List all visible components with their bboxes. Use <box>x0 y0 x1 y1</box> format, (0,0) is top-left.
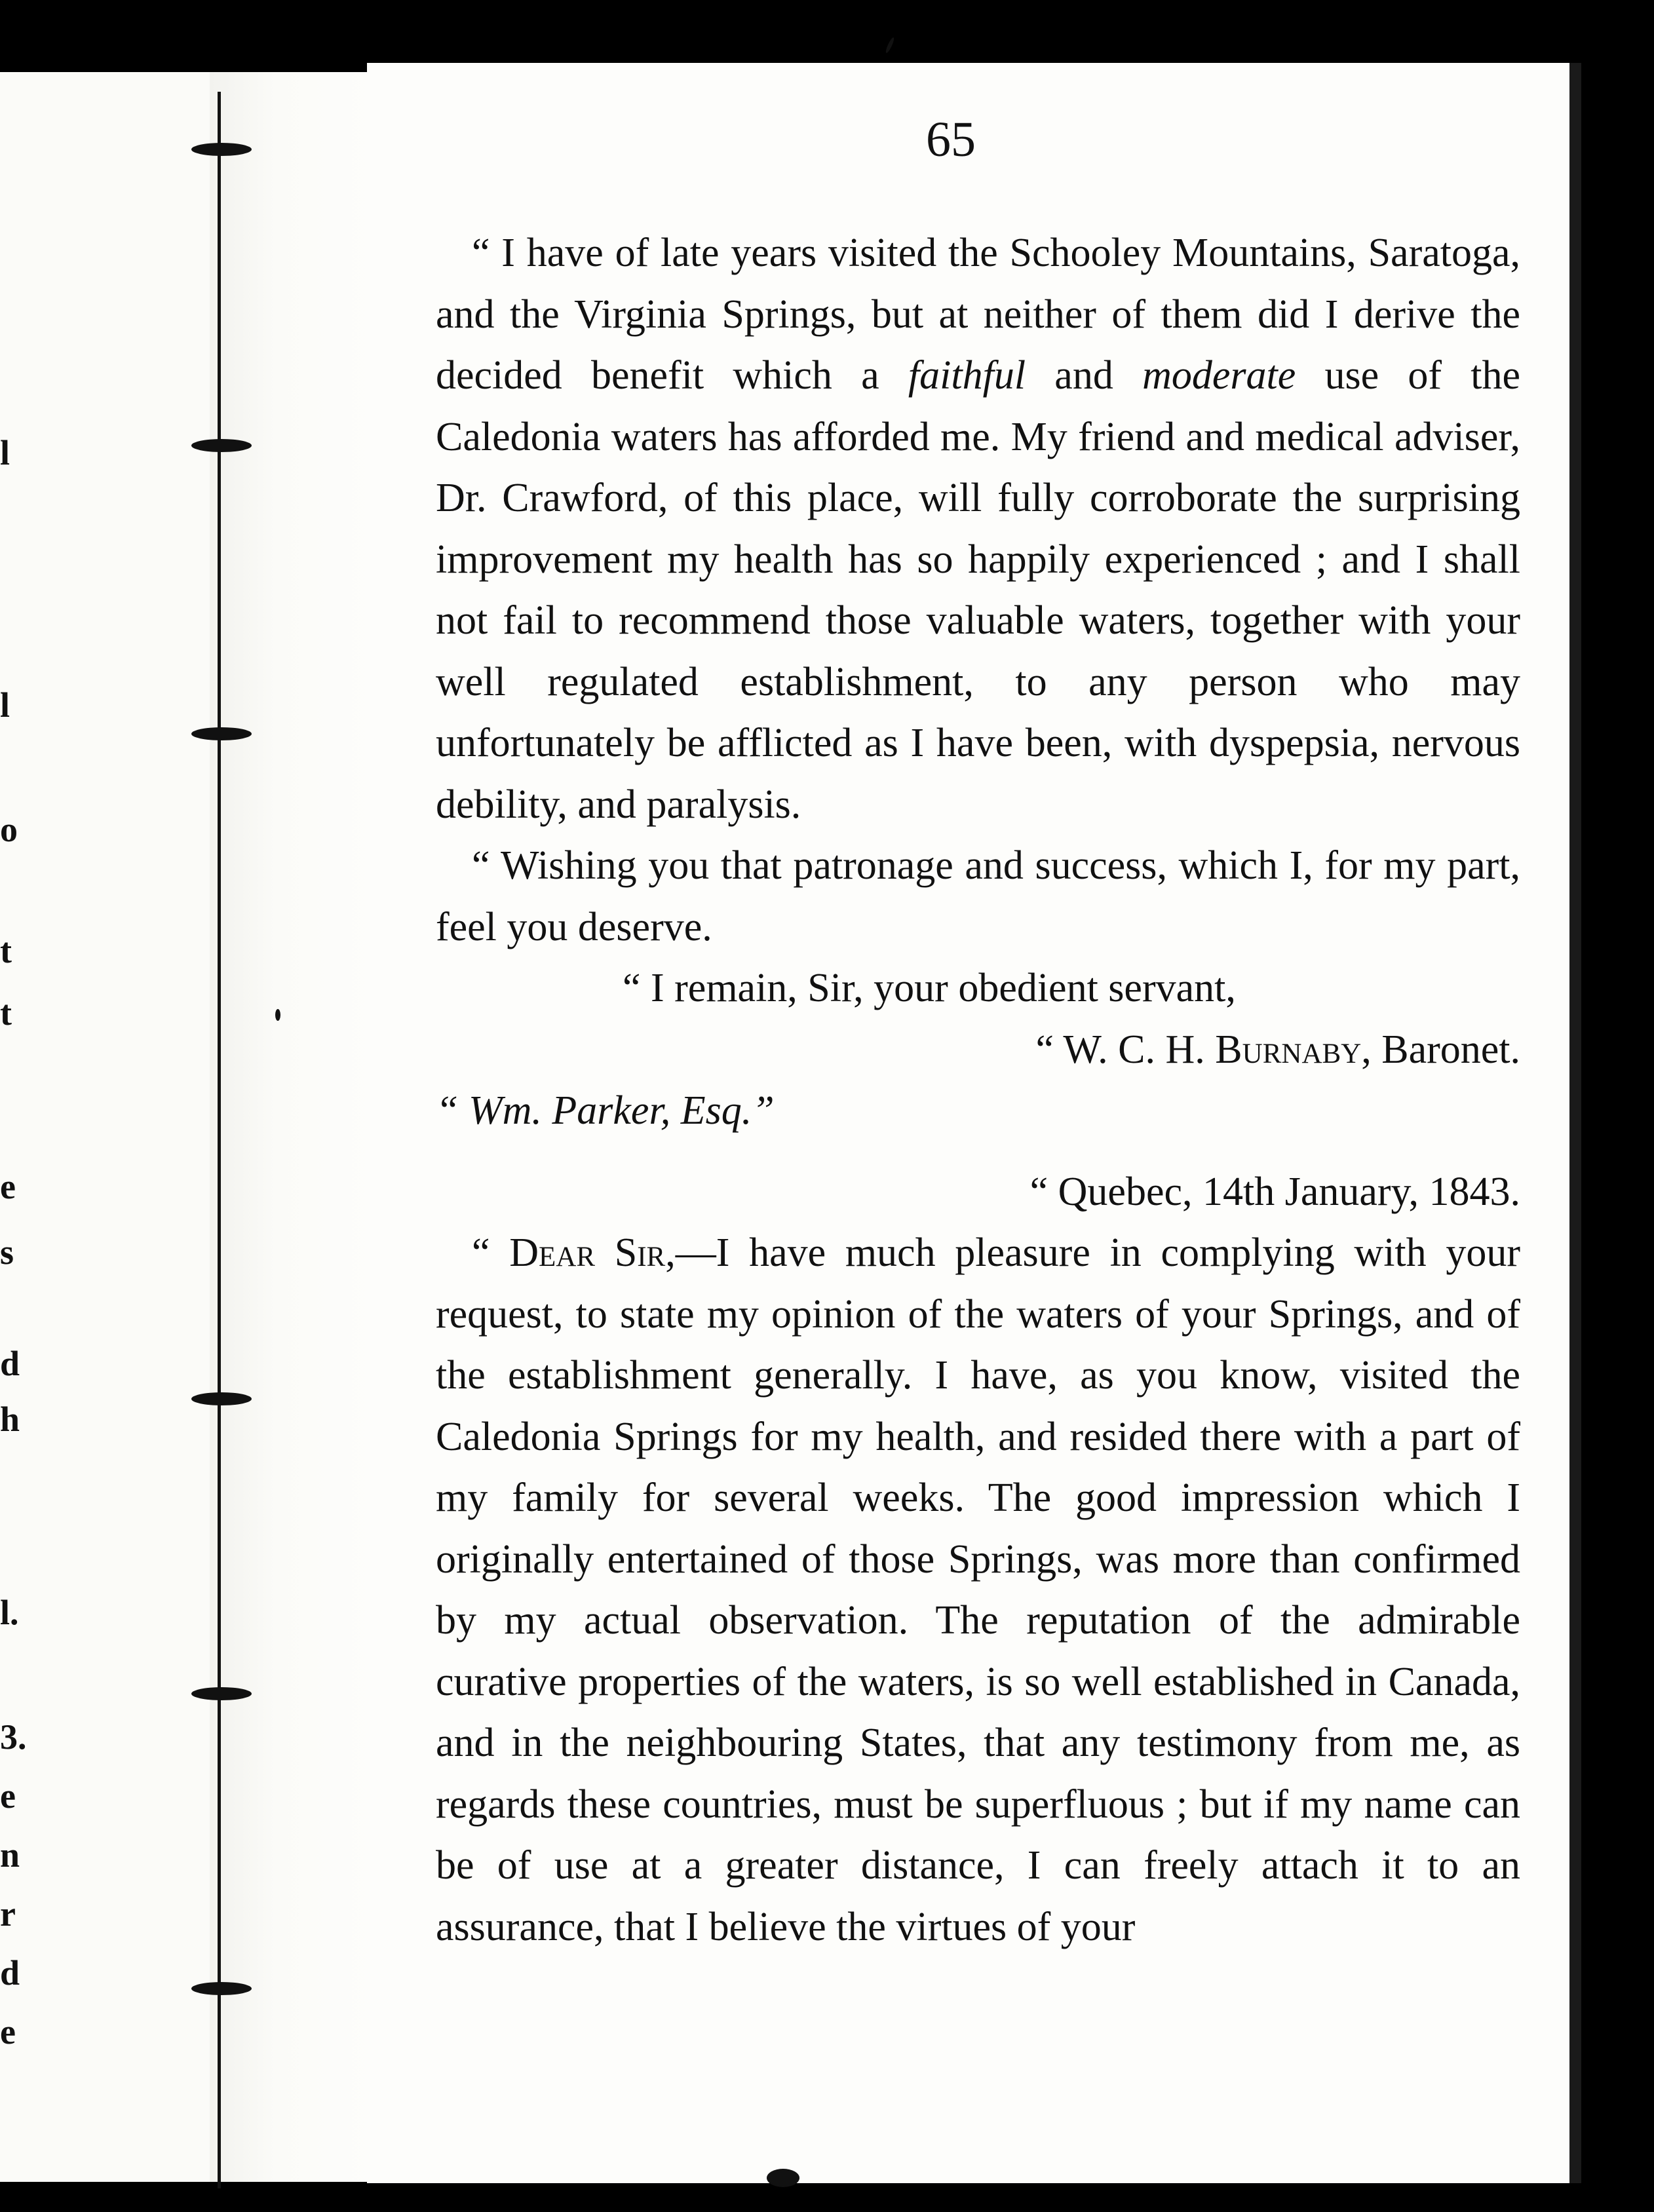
text-run: use of the Caledonia waters has afforded me. My friend and medical adviser, Dr. Crawford, of this place, will fully corroborate the surprising improvement my health has so happily experienced ; and I shall not fail to recommend those valuable waters, together with your well regulated establishment, to any person who may unfortunately be afflicted as I have been, with dyspepsia, nervous debility, and paralysis. <box>436 353 1520 827</box>
binding-thread <box>218 92 221 2188</box>
letter1-wishing-paragraph: “ Wishing you that patronage and success, which I, for my part, feel you deserve. <box>436 843 1520 949</box>
letter1-addressee: “ Wm. Parker, Esq.” <box>436 1088 775 1133</box>
signature-suffix: , Baronet. <box>1361 1027 1520 1072</box>
binding-stitch <box>191 727 252 740</box>
binding-stitch <box>191 1982 252 1995</box>
left-page-fragment <box>0 72 220 2182</box>
book-gutter <box>210 72 374 2182</box>
signature-prefix: “ W. C. H. <box>1035 1027 1216 1072</box>
scan-speck <box>767 2169 799 2187</box>
binding-stitch <box>191 1392 252 1405</box>
binding-stitch <box>191 143 252 156</box>
letter2-dateline: “ Quebec, 14th January, 1843. <box>1029 1169 1520 1214</box>
page-number: 65 <box>926 112 976 167</box>
margin-letter: 3. <box>0 1717 27 1757</box>
margin-letter: h <box>0 1400 20 1439</box>
margin-letter: d <box>0 1953 20 1993</box>
margin-letter: l <box>0 433 10 472</box>
margin-letter: s <box>0 1232 14 1272</box>
margin-letter: r <box>0 1894 16 1934</box>
margin-letter: t <box>0 993 12 1033</box>
page-body-text <box>436 223 1520 1958</box>
margin-letter: t <box>0 931 12 970</box>
margin-letter: d <box>0 1344 20 1383</box>
emphasis-moderate: moderate <box>1142 353 1296 398</box>
margin-letter: n <box>0 1835 20 1875</box>
margin-letter: l. <box>0 1593 19 1632</box>
margin-letter: e <box>0 1776 16 1816</box>
margin-letter: o <box>0 810 18 849</box>
letter1-closing: “ I remain, Sir, your obedient servant, <box>623 966 1236 1010</box>
letter2-salutation: “ Dear Sir, <box>472 1230 676 1275</box>
margin-letter: l <box>0 685 10 725</box>
scan-speck <box>275 1009 280 1021</box>
letter1-paragraph <box>436 223 1520 835</box>
emphasis-faithful: faithful <box>908 353 1026 398</box>
binding-stitch <box>191 439 252 452</box>
text-run: —I have much pleasure in complying with your request, to state my opinion of the waters of your Springs, and of the establishment generally. I have, as you know, visited the Caledonia Springs for my health, and resided there with a part of my family for several weeks. The good impression which I originally entertained of those Springs, was more than confirmed by my actual observation. The reputation of the admirable curative properties of the waters, is so well established in Canada, and in the neighbouring States, that any testimony from me, as regards these countries, must be superfluous ; but if my name can be of use at a greater distance, I can freely attach it to an assurance, that I believe the virtues of your <box>436 1230 1521 1949</box>
scan-speck <box>885 37 895 54</box>
signature-name: Burnaby <box>1215 1027 1362 1072</box>
binding-stitch <box>191 1687 252 1700</box>
letter2-body <box>436 1223 1520 1958</box>
text-run: and <box>1026 353 1143 398</box>
page-edge-shadow <box>1569 63 1581 2183</box>
margin-letter: e <box>0 2012 16 2051</box>
text-run: “ I have of late years visited the Schooley Mountains, Saratoga, and the Virginia Springs, but at neither of them did I derive the decided benefit which a <box>436 231 1520 398</box>
margin-letter: e <box>0 1167 16 1206</box>
letter1-signature <box>436 1020 1520 1081</box>
